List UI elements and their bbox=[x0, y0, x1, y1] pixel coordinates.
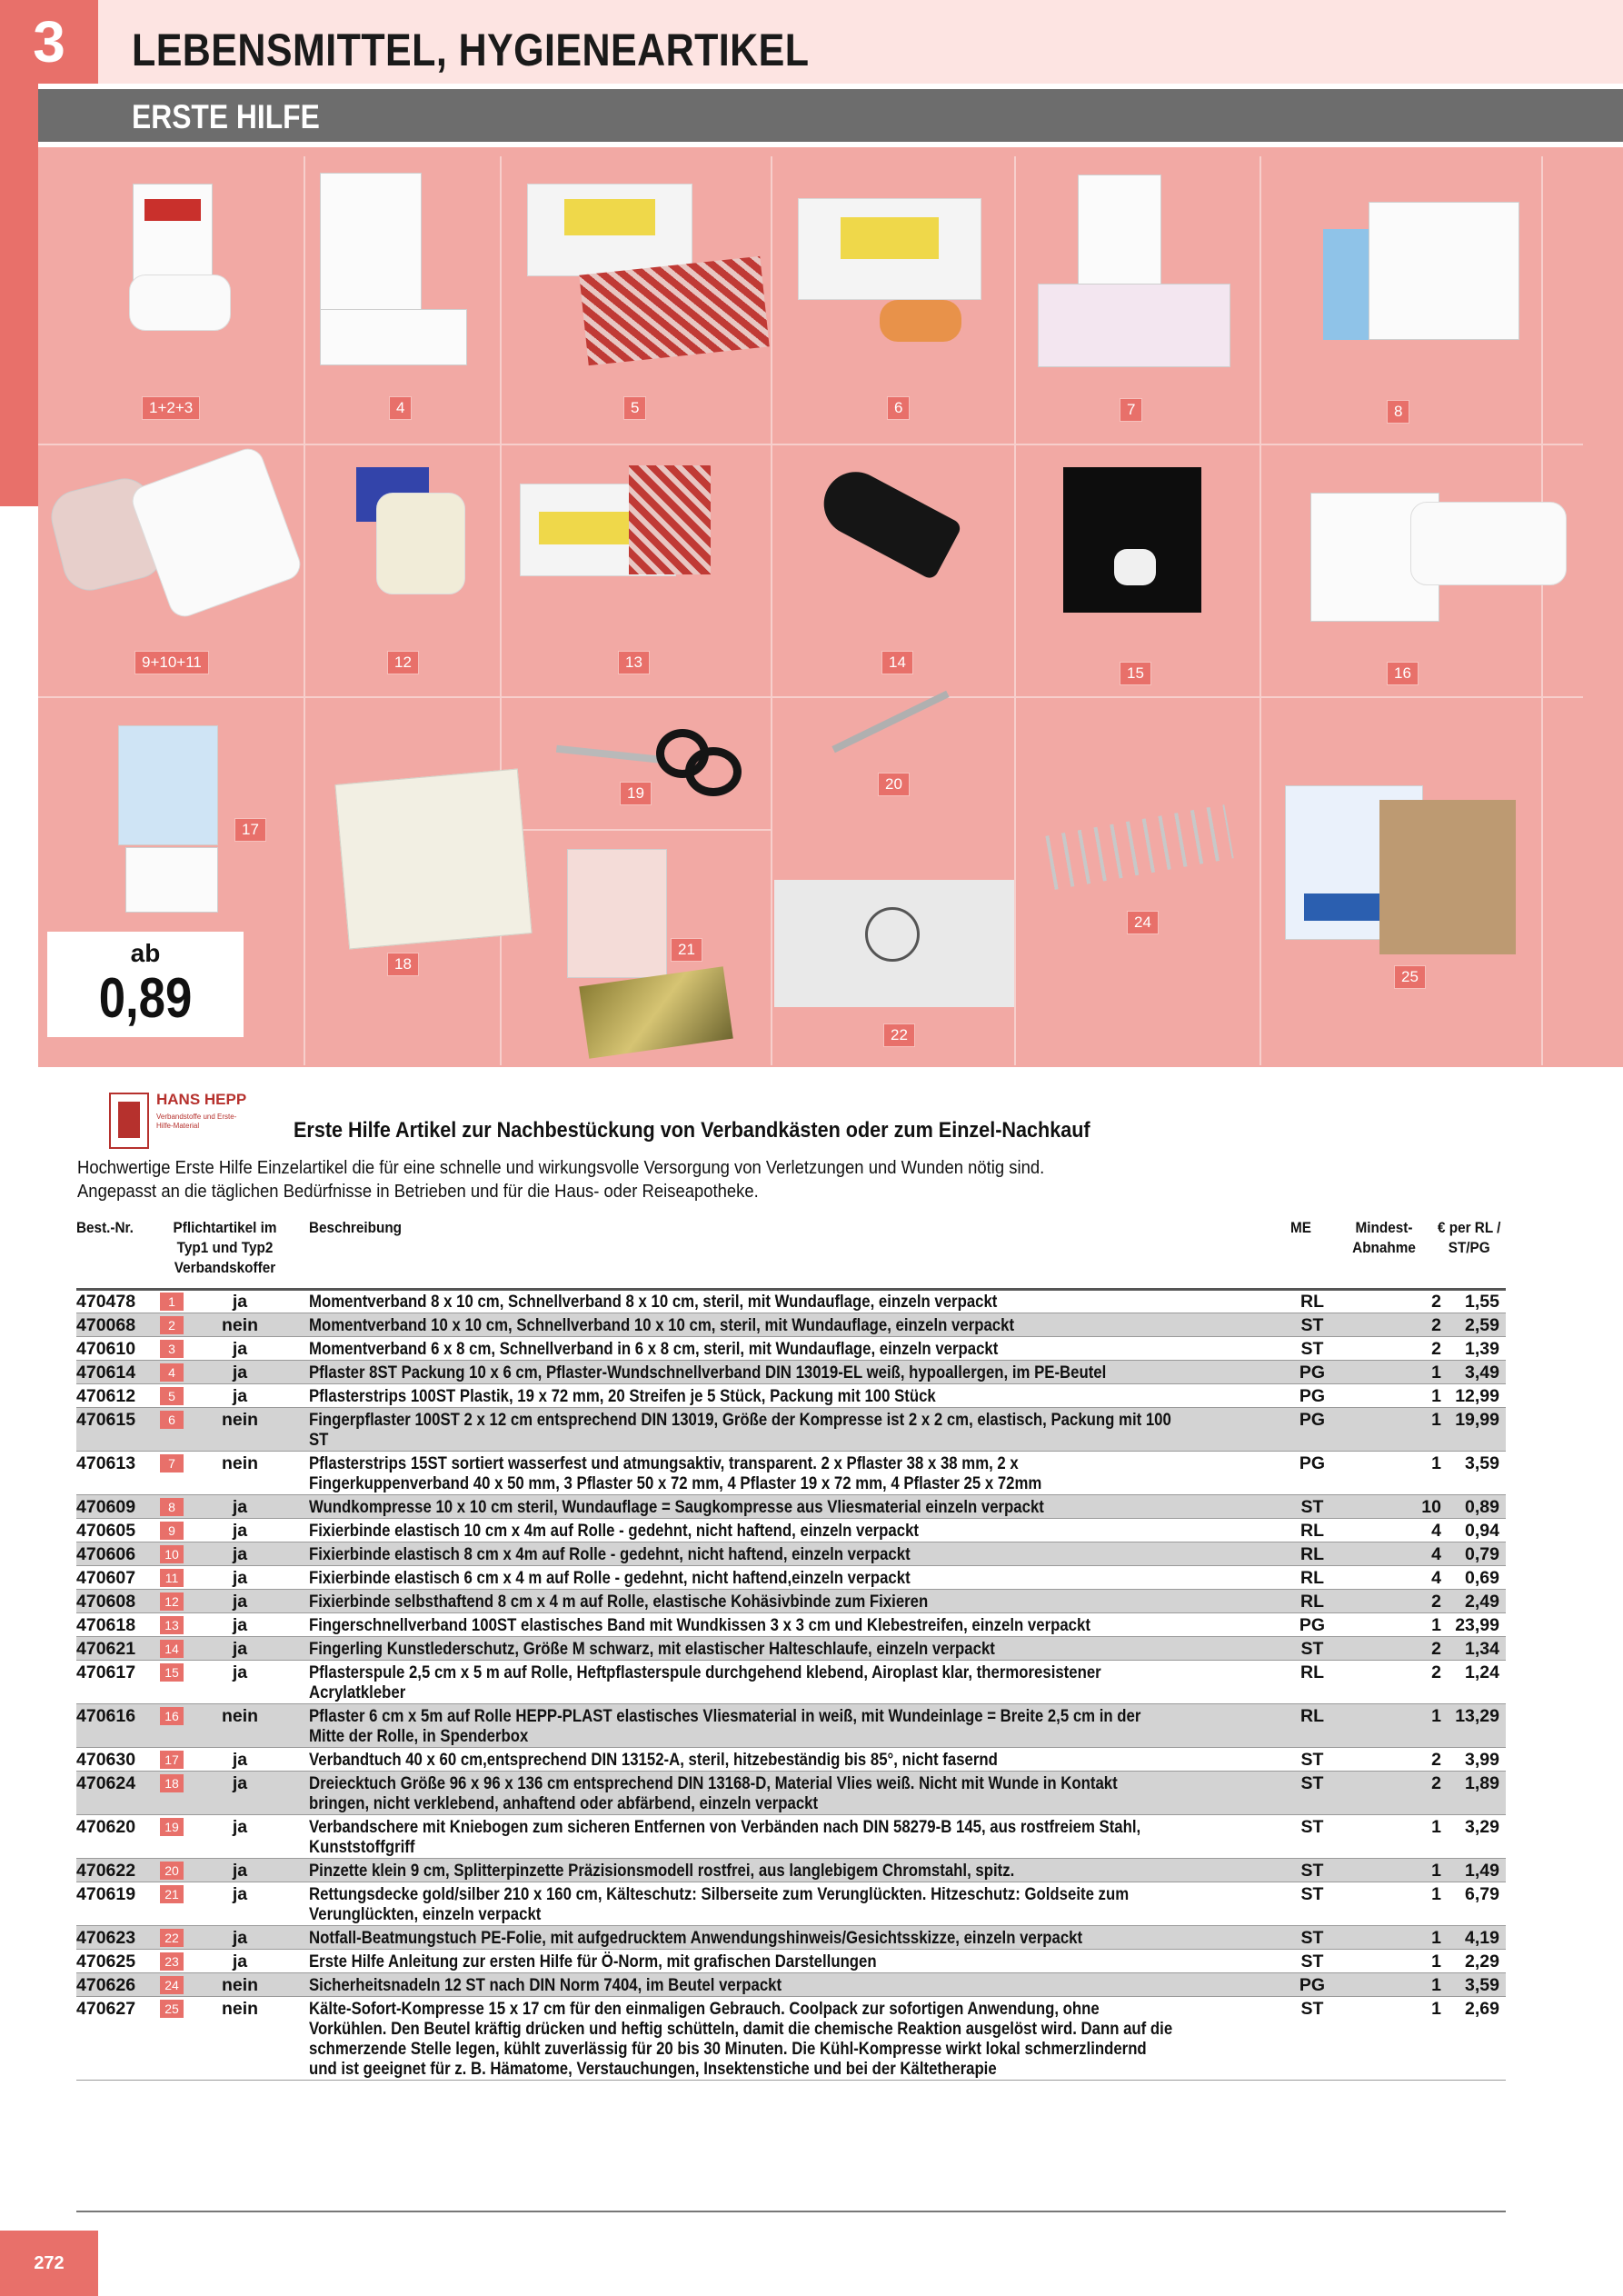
th-me: ME bbox=[1290, 1219, 1311, 1236]
product-image-sicherheitsnadeln bbox=[1045, 804, 1233, 890]
cell-min: 1 bbox=[1431, 1928, 1441, 1948]
cell-price: 2,49 bbox=[1465, 1592, 1499, 1612]
cell-price: 6,79 bbox=[1465, 1884, 1499, 1904]
cell-min: 4 bbox=[1431, 1521, 1441, 1541]
page-number: 272 bbox=[0, 2231, 98, 2296]
cell-min: 2 bbox=[1431, 1292, 1441, 1312]
cell-description: Fingerling Kunstlederschutz, Größe M schwarz, mit elastischer Halteschlaufe, einzeln verpackt bbox=[309, 1639, 995, 1659]
side-strip bbox=[0, 84, 38, 506]
product-tag: 13 bbox=[618, 651, 650, 674]
cell-price: 1,55 bbox=[1465, 1292, 1499, 1312]
cell-description: Momentverband 10 x 10 cm, Schnellverband 10 x 10 cm, steril, mit Wundauflage, einzeln verpackt bbox=[309, 1315, 1015, 1335]
th-best-nr: Best.-Nr. bbox=[76, 1219, 134, 1236]
cell-min: 1 bbox=[1431, 1861, 1441, 1881]
cell-best-nr: 470627 bbox=[76, 1999, 136, 2019]
product-image-bandage bbox=[129, 275, 231, 331]
table-row bbox=[76, 1313, 1506, 1337]
cell-price: 3,49 bbox=[1465, 1363, 1499, 1383]
th-beschreibung: Beschreibung bbox=[309, 1219, 403, 1236]
cell-item-number: 19 bbox=[160, 1818, 184, 1836]
cell-me: PG bbox=[1299, 1615, 1326, 1635]
cell-pflicht: ja bbox=[232, 1928, 248, 1948]
cell-pflicht: ja bbox=[232, 1386, 248, 1406]
cell-min: 1 bbox=[1431, 1706, 1441, 1726]
cell-price: 1,34 bbox=[1465, 1639, 1499, 1659]
cell-item-number: 24 bbox=[160, 1976, 184, 1994]
table-row bbox=[76, 1748, 1506, 1772]
product-image-kohaesivbinde-roll bbox=[376, 493, 465, 594]
table-row bbox=[76, 1384, 1506, 1408]
cell-description: Fingerpflaster 100ST 2 x 12 cm entsprechend DIN 13019, Größe der Kompresse ist 2 x 2 cm, elastisch, Packung mit 100 ST bbox=[309, 1410, 1171, 1450]
table-row bbox=[76, 1290, 1506, 1313]
table-row bbox=[76, 1973, 1506, 1997]
th-price: € per RL / ST/PG bbox=[1437, 1219, 1501, 1256]
product-tag: 22 bbox=[883, 1023, 915, 1047]
cell-me: PG bbox=[1299, 1975, 1326, 1995]
cell-description: Verbandschere mit Kniebogen zum sicheren Entfernen von Verbänden nach DIN 58279-B 145, aus rostfreiem Stahl, Kunststoffgriff bbox=[309, 1817, 1141, 1857]
cell-me: ST bbox=[1300, 1315, 1324, 1335]
product-image-strips-assorted bbox=[1038, 284, 1230, 367]
intro-title: Erste Hilfe Artikel zur Nachbestückung von Verbandkästen oder zum Einzel-Nachkauf bbox=[294, 1118, 1090, 1143]
table-row bbox=[76, 1613, 1506, 1637]
cell-price: 0,89 bbox=[1465, 1497, 1499, 1517]
product-image-wundkompresse-pack bbox=[1369, 202, 1519, 340]
brand-subtitle: Verbandstoffe und Erste-Hilfe-Material bbox=[156, 1113, 237, 1130]
cell-best-nr: 470068 bbox=[76, 1315, 136, 1335]
cell-best-nr: 470623 bbox=[76, 1928, 136, 1948]
product-image-kaelte-kompresse bbox=[1379, 800, 1516, 954]
cell-min: 1 bbox=[1431, 1410, 1441, 1430]
table-row bbox=[76, 1637, 1506, 1661]
cell-item-number: 1 bbox=[160, 1293, 184, 1311]
brand-logo-icon bbox=[109, 1093, 149, 1149]
th-pflichtartikel: Pflichtartikel im Typ1 und Typ2 Verbandskoffer bbox=[173, 1219, 277, 1276]
cell-me: ST bbox=[1300, 1999, 1324, 2019]
cell-item-number: 14 bbox=[160, 1640, 184, 1658]
cell-description: Wundkompresse 10 x 10 cm steril, Wundauflage = Saugkompresse aus Vliesmaterial einzeln verpackt bbox=[309, 1497, 1044, 1517]
cell-min: 2 bbox=[1431, 1592, 1441, 1612]
cell-me: ST bbox=[1300, 1639, 1324, 1659]
cell-item-number: 25 bbox=[160, 2000, 184, 2018]
product-tag: 15 bbox=[1120, 662, 1151, 685]
cell-pflicht: ja bbox=[232, 1292, 248, 1312]
intro-line-1: Hochwertige Erste Hilfe Einzelartikel die für eine schnelle und wirkungsvolle Versorgung von Verletzungen und Wunden nötig sind. bbox=[77, 1157, 1045, 1178]
cell-pflicht: nein bbox=[221, 1999, 259, 2019]
cell-description: Sicherheitsnadeln 12 ST nach DIN Norm 7404, im Beutel verpackt bbox=[309, 1975, 782, 1995]
product-image-fixierbinde-white bbox=[128, 444, 305, 622]
cell-description: Pflasterstrips 100ST Plastik, 19 x 72 mm, 20 Streifen je 5 Stück, Packung mit 100 Stück bbox=[309, 1386, 936, 1406]
cell-me: RL bbox=[1300, 1544, 1324, 1564]
product-image-dreiecktuch bbox=[334, 769, 532, 950]
product-image-pflasterstrips-box bbox=[527, 184, 692, 276]
cell-price: 13,29 bbox=[1455, 1706, 1499, 1726]
cell-pflicht: ja bbox=[232, 1817, 248, 1837]
cell-description: Pflasterspule 2,5 cm x 5 m auf Rolle, Heftpflasterspule durchgehend klebend, Airoplast klar, thermoresistener Acrylatkleber bbox=[309, 1662, 1101, 1702]
cell-item-number: 20 bbox=[160, 1862, 184, 1880]
cell-best-nr: 470612 bbox=[76, 1386, 136, 1406]
product-image-beatmungstuch bbox=[774, 880, 1014, 1007]
cell-min: 2 bbox=[1431, 1639, 1441, 1659]
product-tag: 25 bbox=[1394, 965, 1426, 989]
cell-me: PG bbox=[1299, 1410, 1326, 1430]
cell-pflicht: nein bbox=[221, 1410, 259, 1430]
cell-price: 23,99 bbox=[1455, 1615, 1499, 1635]
cell-item-number: 22 bbox=[160, 1929, 184, 1947]
table-row bbox=[76, 1361, 1506, 1384]
product-tag: 21 bbox=[671, 938, 702, 962]
cell-price: 3,59 bbox=[1465, 1453, 1499, 1473]
cell-me: ST bbox=[1300, 1339, 1324, 1359]
cell-best-nr: 470615 bbox=[76, 1410, 136, 1430]
cell-pflicht: ja bbox=[232, 1592, 248, 1612]
cell-best-nr: 470616 bbox=[76, 1706, 136, 1726]
price-prefix: ab bbox=[130, 939, 161, 967]
cell-description: Momentverband 8 x 10 cm, Schnellverband 8 x 10 cm, steril, mit Wundauflage, einzeln verpackt bbox=[309, 1292, 998, 1312]
product-tag: 7 bbox=[1120, 398, 1142, 422]
cell-best-nr: 470478 bbox=[76, 1292, 136, 1312]
cell-min: 1 bbox=[1431, 1999, 1441, 2019]
product-image-strips bbox=[579, 256, 769, 365]
cell-pflicht: ja bbox=[232, 1884, 248, 1904]
table-row bbox=[76, 1519, 1506, 1542]
cell-description: Pflaster 8ST Packung 10 x 6 cm, Pflaster-Wundschnellverband DIN 13019-EL weiß, hypoallergen, im PE-Beutel bbox=[309, 1363, 1107, 1383]
product-image-rettungsdecke-pack bbox=[567, 849, 667, 978]
table-row bbox=[76, 1542, 1506, 1566]
cell-pflicht: ja bbox=[232, 1861, 248, 1881]
product-tag: 8 bbox=[1387, 400, 1409, 424]
cell-best-nr: 470610 bbox=[76, 1339, 136, 1359]
cell-me: RL bbox=[1300, 1706, 1324, 1726]
table-row bbox=[76, 1882, 1506, 1926]
cell-item-number: 16 bbox=[160, 1707, 184, 1725]
section-title: ERSTE HILFE bbox=[132, 98, 320, 135]
cell-price: 2,59 bbox=[1465, 1315, 1499, 1335]
product-tag: 24 bbox=[1127, 911, 1159, 934]
product-tag: 19 bbox=[620, 782, 652, 805]
cell-price: 0,79 bbox=[1465, 1544, 1499, 1564]
cell-best-nr: 470630 bbox=[76, 1750, 136, 1770]
cell-me: PG bbox=[1299, 1363, 1326, 1383]
cell-best-nr: 470609 bbox=[76, 1497, 136, 1517]
product-tag: 20 bbox=[878, 773, 910, 796]
cell-price: 2,29 bbox=[1465, 1952, 1499, 1972]
product-tag: 1+2+3 bbox=[142, 396, 200, 420]
cell-pflicht: ja bbox=[232, 1750, 248, 1770]
cell-pflicht: ja bbox=[232, 1615, 248, 1635]
table-row bbox=[76, 1997, 1506, 2081]
cell-price: 3,29 bbox=[1465, 1817, 1499, 1837]
cell-description: Fixierbinde elastisch 6 cm x 4 m auf Rolle - gedehnt, nicht haftend,einzeln verpackt bbox=[309, 1568, 911, 1588]
cell-min: 2 bbox=[1431, 1339, 1441, 1359]
cell-me: ST bbox=[1300, 1928, 1324, 1948]
cell-item-number: 11 bbox=[160, 1569, 184, 1587]
cell-price: 1,39 bbox=[1465, 1339, 1499, 1359]
cell-pflicht: ja bbox=[232, 1568, 248, 1588]
cell-min: 2 bbox=[1431, 1662, 1441, 1682]
product-tag: 12 bbox=[387, 651, 419, 674]
cell-description: Pinzette klein 9 cm, Splitterpinzette Präzisionsmodell rostfrei, aus langlebigem Chromstahl, spitz. bbox=[309, 1861, 1015, 1881]
intro-text bbox=[77, 1156, 1304, 1203]
cell-description: Pflasterstrips 15ST sortiert wasserfest und atmungsaktiv, transparent. 2 x Pflaster 38 x 38 mm, 2 x Fingerkuppenverband 40 x 50 mm, 3 Pflaster 50 x 72 mm, 4 Pflaster 19 x 72 mm, 4 Pflaster 25 x 72mm bbox=[309, 1453, 1042, 1493]
table-header bbox=[76, 1218, 1506, 1291]
cell-item-number: 3 bbox=[160, 1340, 184, 1358]
cell-min: 1 bbox=[1431, 1952, 1441, 1972]
table-row bbox=[76, 1408, 1506, 1452]
table-row bbox=[76, 1815, 1506, 1859]
cell-price: 12,99 bbox=[1455, 1386, 1499, 1406]
cell-description: Notfall-Beatmungstuch PE-Folie, mit aufgedrucktem Anwendungshinweis/Gesichtsskizze, einzeln verpackt bbox=[309, 1928, 1083, 1948]
cell-price: 2,69 bbox=[1465, 1999, 1499, 2019]
product-image-fingerling bbox=[812, 461, 962, 581]
cell-description: Rettungsdecke gold/silber 210 x 160 cm, Kälteschutz: Silberseite zum Verunglückten. Hitzeschutz: Goldseite zum Verunglückten, einzeln verpackt bbox=[309, 1884, 1130, 1924]
cell-min: 1 bbox=[1431, 1884, 1441, 1904]
table-end-rule bbox=[76, 2211, 1506, 2212]
page-title: LEBENSMITTEL, HYGIENEARTIKEL bbox=[132, 25, 810, 75]
cell-pflicht: ja bbox=[232, 1662, 248, 1682]
cell-me: RL bbox=[1300, 1292, 1324, 1312]
cell-description: Fingerschnellverband 100ST elastisches Band mit Wundkissen 3 x 3 cm und Klebestreifen, einzeln verpackt bbox=[309, 1615, 1090, 1635]
cell-min: 4 bbox=[1431, 1544, 1441, 1564]
cell-min: 1 bbox=[1431, 1975, 1441, 1995]
product-image-fingerschnellverband bbox=[629, 465, 711, 574]
cell-best-nr: 470605 bbox=[76, 1521, 136, 1541]
product-image-fingerpflaster bbox=[880, 300, 961, 342]
cell-item-number: 8 bbox=[160, 1498, 184, 1516]
product-image-heppplast-roll bbox=[1410, 502, 1567, 585]
cell-me: PG bbox=[1299, 1453, 1326, 1473]
cell-pflicht: ja bbox=[232, 1497, 248, 1517]
chapter-number: 3 bbox=[33, 9, 65, 75]
product-image-verbandtuch-inner bbox=[125, 847, 218, 913]
product-image-pflaster-sheets bbox=[320, 309, 467, 365]
cell-description: Erste Hilfe Anleitung zur ersten Hilfe für Ö-Norm, mit grafischen Darstellungen bbox=[309, 1952, 877, 1972]
cell-me: ST bbox=[1300, 1884, 1324, 1904]
product-tag: 16 bbox=[1387, 662, 1419, 685]
cell-price: 3,99 bbox=[1465, 1750, 1499, 1770]
cell-item-number: 18 bbox=[160, 1774, 184, 1792]
product-tag: 6 bbox=[887, 396, 910, 420]
cell-me: ST bbox=[1300, 1497, 1324, 1517]
table-row bbox=[76, 1661, 1506, 1704]
brand-name: HANS HEPP bbox=[156, 1091, 247, 1108]
table-row bbox=[76, 1590, 1506, 1613]
cell-me: PG bbox=[1299, 1386, 1326, 1406]
product-tag: 18 bbox=[387, 953, 419, 976]
cell-description: Verbandtuch 40 x 60 cm,entsprechend DIN 13152-A, steril, hitzebeständig bis 85°, nicht fasernd bbox=[309, 1750, 998, 1770]
table-row bbox=[76, 1772, 1506, 1815]
cell-item-number: 17 bbox=[160, 1751, 184, 1769]
cell-pflicht: nein bbox=[221, 1706, 259, 1726]
cell-pflicht: ja bbox=[232, 1773, 248, 1793]
cell-best-nr: 470617 bbox=[76, 1662, 136, 1682]
product-tag: 5 bbox=[623, 396, 646, 420]
cell-me: RL bbox=[1300, 1662, 1324, 1682]
cell-pflicht: nein bbox=[221, 1975, 259, 1995]
cell-best-nr: 470626 bbox=[76, 1975, 136, 1995]
cell-min: 1 bbox=[1431, 1615, 1441, 1635]
cell-item-number: 4 bbox=[160, 1363, 184, 1382]
cell-item-number: 7 bbox=[160, 1454, 184, 1472]
cell-min: 1 bbox=[1431, 1363, 1441, 1383]
product-image-verbandschere bbox=[556, 729, 747, 784]
cell-best-nr: 470608 bbox=[76, 1592, 136, 1612]
cell-best-nr: 470618 bbox=[76, 1615, 136, 1635]
cell-me: RL bbox=[1300, 1568, 1324, 1588]
table-row bbox=[76, 1566, 1506, 1590]
cell-description: Pflaster 6 cm x 5m auf Rolle HEPP-PLAST elastisches Vliesmaterial in weiß, mit Wundeinlage = Breite 2,5 cm in der Mitte der Rolle, in Spenderbox bbox=[309, 1706, 1141, 1746]
product-image-rettungsdecke bbox=[579, 966, 733, 1058]
cell-min: 2 bbox=[1431, 1773, 1441, 1793]
cell-best-nr: 470613 bbox=[76, 1453, 136, 1473]
cell-best-nr: 470622 bbox=[76, 1861, 136, 1881]
product-image-pflasterspule bbox=[1063, 467, 1201, 613]
cell-pflicht: ja bbox=[232, 1363, 248, 1383]
cell-best-nr: 470619 bbox=[76, 1884, 136, 1904]
product-image-pflaster-pack bbox=[320, 173, 422, 311]
cell-item-number: 10 bbox=[160, 1545, 184, 1563]
cell-item-number: 23 bbox=[160, 1952, 184, 1971]
cell-pflicht: ja bbox=[232, 1952, 248, 1972]
cell-best-nr: 470621 bbox=[76, 1639, 136, 1659]
cell-price: 1,49 bbox=[1465, 1861, 1499, 1881]
cell-best-nr: 470620 bbox=[76, 1817, 136, 1837]
cell-pflicht: nein bbox=[221, 1315, 259, 1335]
chapter-tab bbox=[0, 0, 98, 84]
cell-best-nr: 470606 bbox=[76, 1544, 136, 1564]
table-row bbox=[76, 1704, 1506, 1748]
cell-min: 2 bbox=[1431, 1315, 1441, 1335]
intro-line-2: Angepasst an die täglichen Bedürfnisse in Betrieben und für die Haus- oder Reiseapotheke. bbox=[77, 1181, 759, 1202]
product-tag: 4 bbox=[389, 396, 412, 420]
cell-me: ST bbox=[1300, 1817, 1324, 1837]
product-image-pflasterstrips-sortiert bbox=[1078, 175, 1161, 285]
cell-min: 10 bbox=[1421, 1497, 1441, 1517]
product-image-verbandtuch bbox=[118, 725, 218, 845]
product-tag: 14 bbox=[881, 651, 913, 674]
cell-best-nr: 470607 bbox=[76, 1568, 136, 1588]
cell-price: 4,19 bbox=[1465, 1928, 1499, 1948]
table-row bbox=[76, 1337, 1506, 1361]
price-box bbox=[47, 932, 244, 1037]
cell-pflicht: nein bbox=[221, 1453, 259, 1473]
cell-price: 19,99 bbox=[1455, 1410, 1499, 1430]
product-image-fingerpflaster-box bbox=[798, 198, 981, 300]
cell-item-number: 5 bbox=[160, 1387, 184, 1405]
cell-item-number: 2 bbox=[160, 1316, 184, 1334]
cell-pflicht: ja bbox=[232, 1544, 248, 1564]
cell-me: RL bbox=[1300, 1521, 1324, 1541]
cell-description: Momentverband 6 x 8 cm, Schnellverband in 6 x 8 cm, steril, mit Wundauflage, einzeln verpackt bbox=[309, 1339, 999, 1359]
cell-description: Fixierbinde elastisch 10 cm x 4m auf Rolle - gedehnt, nicht haftend, einzeln verpackt bbox=[309, 1521, 919, 1541]
cell-item-number: 15 bbox=[160, 1663, 184, 1682]
cell-min: 4 bbox=[1431, 1568, 1441, 1588]
cell-price: 1,24 bbox=[1465, 1662, 1499, 1682]
product-grid bbox=[38, 147, 1623, 1067]
cell-me: ST bbox=[1300, 1750, 1324, 1770]
table-row bbox=[76, 1950, 1506, 1973]
product-image-momentverband bbox=[133, 184, 213, 285]
cell-me: ST bbox=[1300, 1952, 1324, 1972]
cell-best-nr: 470614 bbox=[76, 1363, 136, 1383]
cell-pflicht: ja bbox=[232, 1339, 248, 1359]
table-row bbox=[76, 1926, 1506, 1950]
cell-price: 0,69 bbox=[1465, 1568, 1499, 1588]
cell-best-nr: 470625 bbox=[76, 1952, 136, 1972]
price-value: 0,89 bbox=[98, 967, 193, 1030]
cell-price: 1,89 bbox=[1465, 1773, 1499, 1793]
cell-me: ST bbox=[1300, 1861, 1324, 1881]
cell-description: Kälte-Sofort-Kompresse 15 x 17 cm für den einmaligen Gebrauch. Coolpack zur sofortigen Anwendung, ohne Vorkühlen. Den Beutel kräftig drücken und heftig schütteln, damit die chemische Reaktion ausgelöst wird. Dann auf die schmerzende Stelle legen, kühlt zuverlässig für 20 bis 30 Minuten. Die Kühl-Kompresse wirkt lokal schmerzlindernd und ist geeignet für z. B. Hämatome, Verstauchungen, Insektenstiche und bei der Kältetherapie bbox=[309, 1999, 1173, 2079]
cell-best-nr: 470624 bbox=[76, 1773, 136, 1793]
cell-min: 1 bbox=[1431, 1386, 1441, 1406]
cell-description: Dreiecktuch Größe 96 x 96 x 136 cm entsprechend DIN 13168-D, Material Vlies weiß. Nicht mit Wunde in Kontakt bringen, nicht verklebend, anhaftend oder abfärbend, einzeln verpackt bbox=[309, 1773, 1118, 1813]
cell-item-number: 9 bbox=[160, 1522, 184, 1540]
th-mindestabnahme: Mindest- Abnahme bbox=[1352, 1219, 1416, 1256]
article-table bbox=[76, 1290, 1506, 2081]
cell-item-number: 12 bbox=[160, 1592, 184, 1611]
cell-price: 0,94 bbox=[1465, 1521, 1499, 1541]
cell-description: Fixierbinde selbsthaftend 8 cm x 4 m auf Rolle, elastische Kohäsivbinde zum Fixieren bbox=[309, 1592, 929, 1612]
cell-item-number: 13 bbox=[160, 1616, 184, 1634]
cell-min: 1 bbox=[1431, 1453, 1441, 1473]
cell-item-number: 6 bbox=[160, 1411, 184, 1429]
cell-me: RL bbox=[1300, 1592, 1324, 1612]
cell-price: 3,59 bbox=[1465, 1975, 1499, 1995]
cell-description: Fixierbinde elastisch 8 cm x 4m auf Rolle - gedehnt, nicht haftend, einzeln verpackt bbox=[309, 1544, 911, 1564]
cell-item-number: 21 bbox=[160, 1885, 184, 1903]
cell-pflicht: ja bbox=[232, 1521, 248, 1541]
product-tag: 17 bbox=[234, 818, 266, 842]
product-image-pinzette bbox=[831, 691, 949, 754]
cell-min: 2 bbox=[1431, 1750, 1441, 1770]
table-row bbox=[76, 1859, 1506, 1882]
table-row bbox=[76, 1452, 1506, 1495]
cell-pflicht: ja bbox=[232, 1639, 248, 1659]
product-tag: 9+10+11 bbox=[134, 651, 209, 674]
cell-min: 1 bbox=[1431, 1817, 1441, 1837]
table-row bbox=[76, 1495, 1506, 1519]
cell-me: ST bbox=[1300, 1773, 1324, 1793]
